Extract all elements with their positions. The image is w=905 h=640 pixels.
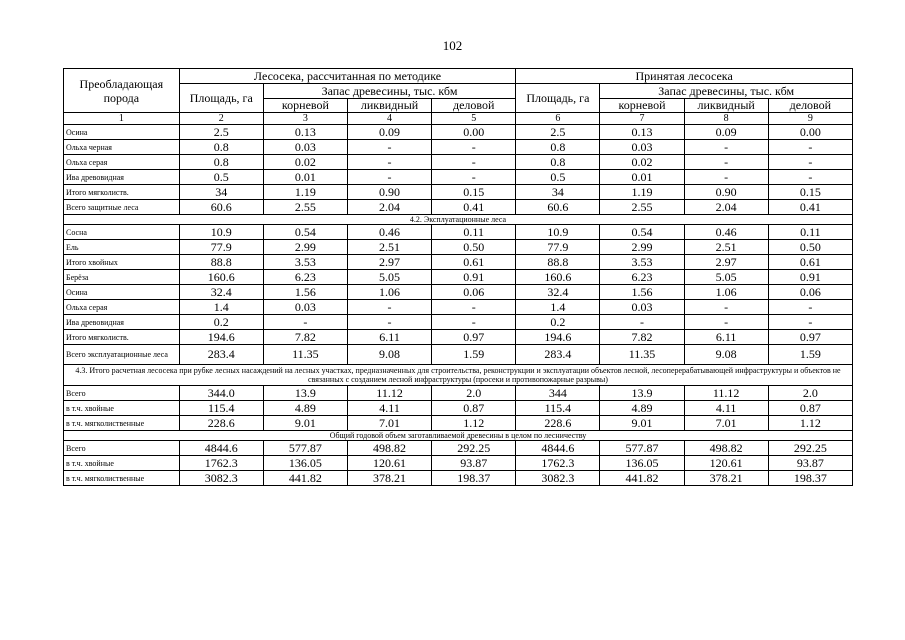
value-cell: 9.01 bbox=[600, 416, 684, 431]
species-cell: Ива древовидная bbox=[64, 315, 180, 330]
value-cell: 0.03 bbox=[600, 140, 684, 155]
value-cell: 1762.3 bbox=[179, 456, 263, 471]
value-cell: - bbox=[347, 140, 431, 155]
header-business: деловой bbox=[432, 99, 516, 113]
value-cell: 0.03 bbox=[263, 140, 347, 155]
table-row bbox=[64, 225, 853, 240]
value-cell: - bbox=[263, 315, 347, 330]
table-row bbox=[64, 170, 853, 185]
table-row bbox=[64, 255, 853, 270]
value-cell: 0.41 bbox=[768, 200, 852, 215]
value-cell: 7.82 bbox=[263, 330, 347, 345]
value-cell: 1.19 bbox=[600, 185, 684, 200]
value-cell: 0.8 bbox=[179, 140, 263, 155]
section-title: 4.2. Эксплуатационные леса bbox=[64, 215, 853, 225]
value-cell: 6.11 bbox=[684, 330, 768, 345]
value-cell: 3.53 bbox=[263, 255, 347, 270]
table-row bbox=[64, 240, 853, 255]
value-cell: - bbox=[347, 315, 431, 330]
value-cell: - bbox=[432, 140, 516, 155]
value-cell: 283.4 bbox=[516, 345, 600, 365]
value-cell: 0.02 bbox=[263, 155, 347, 170]
value-cell: 120.61 bbox=[347, 456, 431, 471]
value-cell: 13.9 bbox=[263, 386, 347, 401]
value-cell: 228.6 bbox=[516, 416, 600, 431]
value-cell: 498.82 bbox=[684, 441, 768, 456]
value-cell: 0.01 bbox=[600, 170, 684, 185]
value-cell: 160.6 bbox=[516, 270, 600, 285]
value-cell: 7.01 bbox=[347, 416, 431, 431]
column-number: 6 bbox=[516, 113, 600, 125]
species-cell: Всего bbox=[64, 386, 180, 401]
value-cell: - bbox=[684, 300, 768, 315]
value-cell: 5.05 bbox=[684, 270, 768, 285]
value-cell: 1.12 bbox=[768, 416, 852, 431]
value-cell: 0.91 bbox=[768, 270, 852, 285]
value-cell: - bbox=[432, 300, 516, 315]
value-cell: 0.87 bbox=[432, 401, 516, 416]
value-cell: 3082.3 bbox=[179, 471, 263, 486]
table-row bbox=[64, 401, 853, 416]
value-cell: 1.12 bbox=[432, 416, 516, 431]
value-cell: 1.19 bbox=[263, 185, 347, 200]
value-cell: 0.2 bbox=[516, 315, 600, 330]
header-species: Преобладающая порода bbox=[64, 69, 180, 113]
value-cell: 115.4 bbox=[179, 401, 263, 416]
value-cell: 2.97 bbox=[684, 255, 768, 270]
value-cell: 344.0 bbox=[179, 386, 263, 401]
value-cell: 93.87 bbox=[768, 456, 852, 471]
value-cell: 292.25 bbox=[432, 441, 516, 456]
value-cell: 283.4 bbox=[179, 345, 263, 365]
value-cell: 6.11 bbox=[347, 330, 431, 345]
value-cell: 577.87 bbox=[263, 441, 347, 456]
value-cell: 2.99 bbox=[600, 240, 684, 255]
value-cell: 0.5 bbox=[179, 170, 263, 185]
table-row bbox=[64, 200, 853, 215]
value-cell: 0.8 bbox=[516, 155, 600, 170]
value-cell: 10.9 bbox=[516, 225, 600, 240]
value-cell: - bbox=[684, 155, 768, 170]
value-cell: 13.9 bbox=[600, 386, 684, 401]
value-cell: 0.06 bbox=[768, 285, 852, 300]
value-cell: 0.5 bbox=[516, 170, 600, 185]
species-cell: Ольха черная bbox=[64, 140, 180, 155]
value-cell: 1.06 bbox=[684, 285, 768, 300]
value-cell: 2.0 bbox=[768, 386, 852, 401]
value-cell: 77.9 bbox=[516, 240, 600, 255]
table-row bbox=[64, 330, 853, 345]
value-cell: 34 bbox=[516, 185, 600, 200]
value-cell: 9.01 bbox=[263, 416, 347, 431]
species-cell: Итого мягколиств. bbox=[64, 330, 180, 345]
value-cell: 1.56 bbox=[263, 285, 347, 300]
species-cell: Осина bbox=[64, 285, 180, 300]
species-cell: в т.ч. мягколиственные bbox=[64, 416, 180, 431]
column-number: 9 bbox=[768, 113, 852, 125]
value-cell: 5.05 bbox=[347, 270, 431, 285]
species-cell: в т.ч. мягколиственные bbox=[64, 471, 180, 486]
value-cell: 7.01 bbox=[684, 416, 768, 431]
species-cell: Всего защитные леса bbox=[64, 200, 180, 215]
species-cell: в т.ч. хвойные bbox=[64, 401, 180, 416]
value-cell: 2.0 bbox=[432, 386, 516, 401]
value-cell: - bbox=[768, 315, 852, 330]
value-cell: 1.59 bbox=[768, 345, 852, 365]
value-cell: 0.97 bbox=[432, 330, 516, 345]
table-row bbox=[64, 441, 853, 456]
table-row bbox=[64, 456, 853, 471]
value-cell: 0.03 bbox=[600, 300, 684, 315]
value-cell: 2.04 bbox=[684, 200, 768, 215]
value-cell: 0.50 bbox=[432, 240, 516, 255]
value-cell: - bbox=[768, 300, 852, 315]
value-cell: 0.02 bbox=[600, 155, 684, 170]
species-cell: Итого хвойных bbox=[64, 255, 180, 270]
column-number: 4 bbox=[347, 113, 431, 125]
value-cell: 0.15 bbox=[432, 185, 516, 200]
value-cell: 2.55 bbox=[600, 200, 684, 215]
value-cell: 0.2 bbox=[179, 315, 263, 330]
species-cell: Ольха серая bbox=[64, 155, 180, 170]
value-cell: 11.35 bbox=[263, 345, 347, 365]
value-cell: - bbox=[768, 155, 852, 170]
value-cell: 0.46 bbox=[347, 225, 431, 240]
section-row bbox=[64, 431, 853, 441]
value-cell: 0.13 bbox=[600, 125, 684, 140]
column-number: 3 bbox=[263, 113, 347, 125]
value-cell: 6.23 bbox=[600, 270, 684, 285]
header-liquid: ликвидный bbox=[347, 99, 431, 113]
value-cell: 0.91 bbox=[432, 270, 516, 285]
value-cell: 10.9 bbox=[179, 225, 263, 240]
logging-volume-table bbox=[63, 68, 853, 486]
header-area: Площадь, га bbox=[516, 84, 600, 113]
value-cell: 160.6 bbox=[179, 270, 263, 285]
value-cell: - bbox=[432, 170, 516, 185]
column-number: 7 bbox=[600, 113, 684, 125]
header-root: корневой bbox=[263, 99, 347, 113]
value-cell: 32.4 bbox=[516, 285, 600, 300]
value-cell: 0.90 bbox=[347, 185, 431, 200]
value-cell: - bbox=[347, 300, 431, 315]
value-cell: 11.12 bbox=[347, 386, 431, 401]
table-row bbox=[64, 140, 853, 155]
species-cell: Ива древовидная bbox=[64, 170, 180, 185]
header-stock: Запас древесины, тыс. кбм bbox=[600, 84, 853, 99]
value-cell: 198.37 bbox=[768, 471, 852, 486]
value-cell: 2.99 bbox=[263, 240, 347, 255]
value-cell: 1762.3 bbox=[516, 456, 600, 471]
value-cell: 441.82 bbox=[263, 471, 347, 486]
value-cell: 0.61 bbox=[432, 255, 516, 270]
value-cell: 2.97 bbox=[347, 255, 431, 270]
section-row bbox=[64, 365, 853, 386]
value-cell: 0.41 bbox=[432, 200, 516, 215]
value-cell: 2.5 bbox=[516, 125, 600, 140]
column-number: 2 bbox=[179, 113, 263, 125]
table-row bbox=[64, 155, 853, 170]
table-row bbox=[64, 345, 853, 365]
value-cell: 292.25 bbox=[768, 441, 852, 456]
value-cell: - bbox=[768, 170, 852, 185]
value-cell: 3082.3 bbox=[516, 471, 600, 486]
value-cell: 441.82 bbox=[600, 471, 684, 486]
value-cell: 0.87 bbox=[768, 401, 852, 416]
value-cell: 34 bbox=[179, 185, 263, 200]
header-method-group: Лесосека, рассчитанная по методике bbox=[179, 69, 516, 84]
species-cell: Итого мягколиств. bbox=[64, 185, 180, 200]
value-cell: 0.54 bbox=[600, 225, 684, 240]
table-row bbox=[64, 386, 853, 401]
table-row bbox=[64, 416, 853, 431]
table-row bbox=[64, 185, 853, 200]
value-cell: 136.05 bbox=[263, 456, 347, 471]
value-cell: 0.50 bbox=[768, 240, 852, 255]
column-number: 1 bbox=[64, 113, 180, 125]
value-cell: 3.53 bbox=[600, 255, 684, 270]
value-cell: - bbox=[432, 315, 516, 330]
value-cell: 4.89 bbox=[600, 401, 684, 416]
value-cell: 93.87 bbox=[432, 456, 516, 471]
value-cell: 0.8 bbox=[516, 140, 600, 155]
value-cell: 1.4 bbox=[179, 300, 263, 315]
value-cell: 0.11 bbox=[768, 225, 852, 240]
value-cell: 0.00 bbox=[768, 125, 852, 140]
value-cell: 2.5 bbox=[179, 125, 263, 140]
table-row bbox=[64, 285, 853, 300]
species-cell: Сосна bbox=[64, 225, 180, 240]
value-cell: 198.37 bbox=[432, 471, 516, 486]
value-cell: - bbox=[768, 140, 852, 155]
page-number: 102 bbox=[442, 38, 463, 53]
value-cell: 6.23 bbox=[263, 270, 347, 285]
section-title: 4.3. Итого расчетная лесосека при рубке лесных насаждений на лесных участках, предназначенных для строительства, реконструкции и эксплуатации объектов лесной, лесоперерабатывающей инфраструктуры и объектов не связанных с созданием лесной инфраструктуры (просеки и противопожарные разрывы) bbox=[64, 365, 853, 386]
value-cell: 4.89 bbox=[263, 401, 347, 416]
header-accepted-group: Принятая лесосека bbox=[516, 69, 853, 84]
value-cell: 0.00 bbox=[432, 125, 516, 140]
value-cell: 2.51 bbox=[684, 240, 768, 255]
header-stock: Запас древесины, тыс. кбм bbox=[263, 84, 515, 99]
value-cell: 0.09 bbox=[347, 125, 431, 140]
table-row bbox=[64, 300, 853, 315]
value-cell: 4844.6 bbox=[179, 441, 263, 456]
column-numbers-row bbox=[64, 113, 853, 125]
value-cell: 378.21 bbox=[347, 471, 431, 486]
value-cell: 498.82 bbox=[347, 441, 431, 456]
species-cell: Ольха серая bbox=[64, 300, 180, 315]
value-cell: 11.35 bbox=[600, 345, 684, 365]
value-cell: 0.03 bbox=[263, 300, 347, 315]
value-cell: 0.09 bbox=[684, 125, 768, 140]
value-cell: 120.61 bbox=[684, 456, 768, 471]
value-cell: - bbox=[600, 315, 684, 330]
value-cell: 60.6 bbox=[179, 200, 263, 215]
value-cell: 0.46 bbox=[684, 225, 768, 240]
column-number: 5 bbox=[432, 113, 516, 125]
value-cell: 77.9 bbox=[179, 240, 263, 255]
value-cell: 7.82 bbox=[600, 330, 684, 345]
value-cell: 2.55 bbox=[263, 200, 347, 215]
species-cell: Осина bbox=[64, 125, 180, 140]
value-cell: 4.11 bbox=[347, 401, 431, 416]
value-cell: 2.04 bbox=[347, 200, 431, 215]
value-cell: - bbox=[347, 155, 431, 170]
value-cell: - bbox=[347, 170, 431, 185]
species-cell: Всего bbox=[64, 441, 180, 456]
value-cell: 60.6 bbox=[516, 200, 600, 215]
value-cell: 194.6 bbox=[516, 330, 600, 345]
value-cell: 2.51 bbox=[347, 240, 431, 255]
value-cell: 115.4 bbox=[516, 401, 600, 416]
table-row bbox=[64, 270, 853, 285]
value-cell: 9.08 bbox=[684, 345, 768, 365]
value-cell: 0.61 bbox=[768, 255, 852, 270]
value-cell: 0.97 bbox=[768, 330, 852, 345]
value-cell: 11.12 bbox=[684, 386, 768, 401]
value-cell: 4.11 bbox=[684, 401, 768, 416]
species-cell: Всего эксплуатационные леса bbox=[64, 345, 180, 365]
header-business: деловой bbox=[768, 99, 852, 113]
value-cell: 577.87 bbox=[600, 441, 684, 456]
value-cell: - bbox=[684, 140, 768, 155]
value-cell: 0.54 bbox=[263, 225, 347, 240]
header-liquid: ликвидный bbox=[684, 99, 768, 113]
value-cell: 0.15 bbox=[768, 185, 852, 200]
value-cell: 344 bbox=[516, 386, 600, 401]
value-cell: 0.11 bbox=[432, 225, 516, 240]
value-cell: 0.06 bbox=[432, 285, 516, 300]
species-cell: в т.ч. хвойные bbox=[64, 456, 180, 471]
value-cell: - bbox=[684, 170, 768, 185]
value-cell: 0.90 bbox=[684, 185, 768, 200]
value-cell: 88.8 bbox=[516, 255, 600, 270]
value-cell: - bbox=[432, 155, 516, 170]
value-cell: - bbox=[684, 315, 768, 330]
value-cell: 1.06 bbox=[347, 285, 431, 300]
value-cell: 1.4 bbox=[516, 300, 600, 315]
section-title: Общий годовой объем заготавливаемой древесины в целом по лесничеству bbox=[64, 431, 853, 441]
value-cell: 32.4 bbox=[179, 285, 263, 300]
header-root: корневой bbox=[600, 99, 684, 113]
table-row bbox=[64, 315, 853, 330]
value-cell: 1.59 bbox=[432, 345, 516, 365]
value-cell: 194.6 bbox=[179, 330, 263, 345]
value-cell: 9.08 bbox=[347, 345, 431, 365]
species-cell: Берёза bbox=[64, 270, 180, 285]
value-cell: 136.05 bbox=[600, 456, 684, 471]
value-cell: 0.01 bbox=[263, 170, 347, 185]
table-row bbox=[64, 125, 853, 140]
value-cell: 88.8 bbox=[179, 255, 263, 270]
value-cell: 378.21 bbox=[684, 471, 768, 486]
species-cell: Ель bbox=[64, 240, 180, 255]
value-cell: 4844.6 bbox=[516, 441, 600, 456]
header-area: Площадь, га bbox=[179, 84, 263, 113]
value-cell: 228.6 bbox=[179, 416, 263, 431]
value-cell: 1.56 bbox=[600, 285, 684, 300]
table-row bbox=[64, 471, 853, 486]
section-row bbox=[64, 215, 853, 225]
column-number: 8 bbox=[684, 113, 768, 125]
value-cell: 0.13 bbox=[263, 125, 347, 140]
value-cell: 0.8 bbox=[179, 155, 263, 170]
